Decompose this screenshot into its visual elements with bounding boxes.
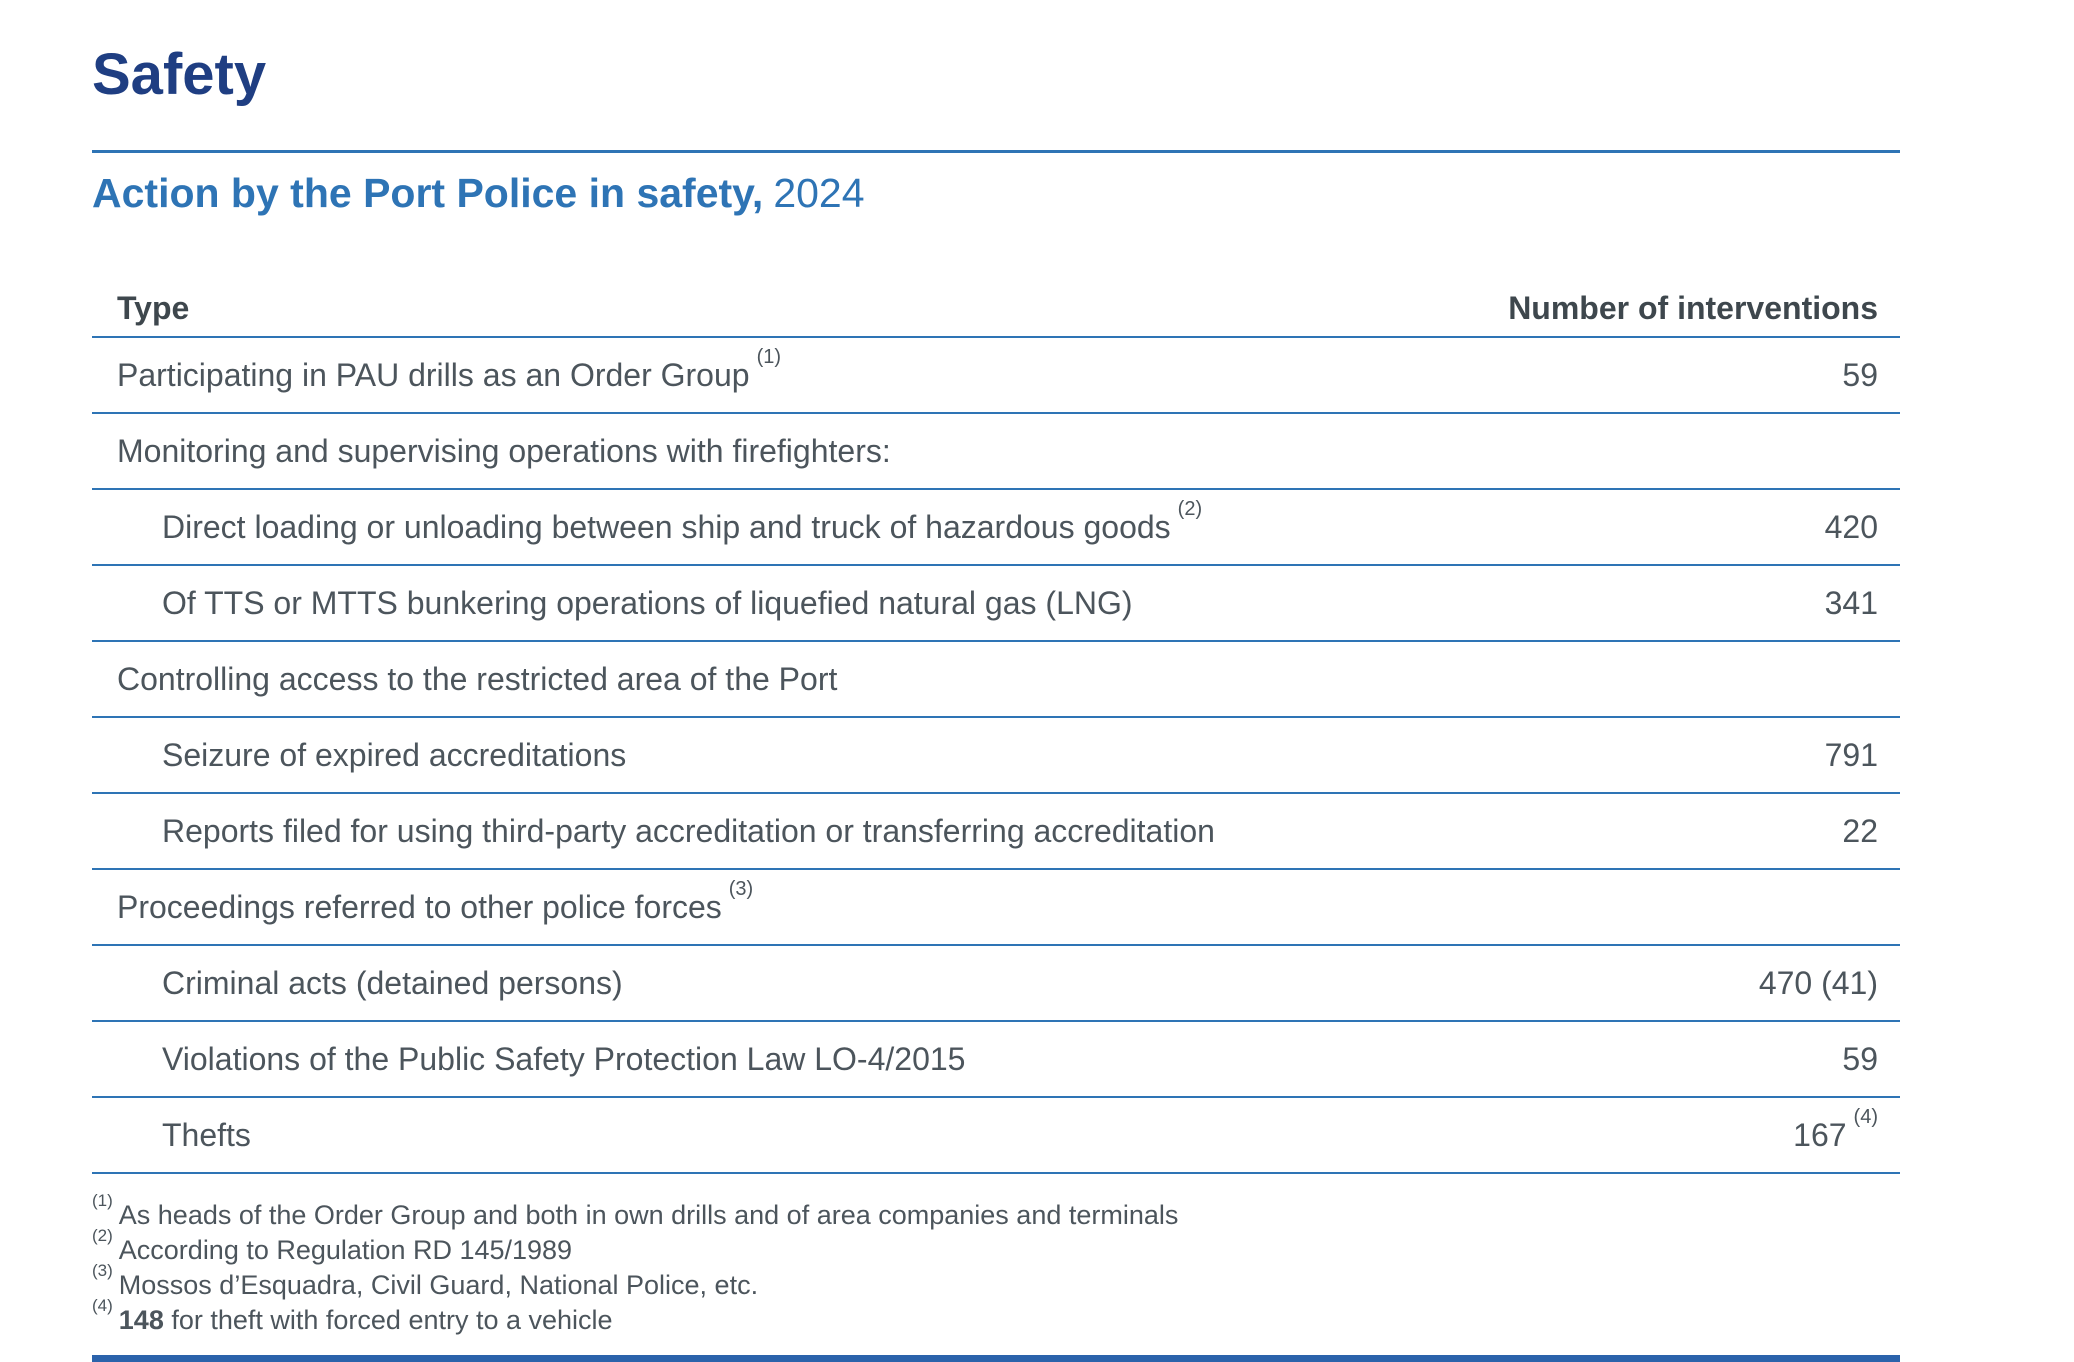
footnote-ref-icon: (4) (1853, 1105, 1878, 1128)
footnote-text: for theft with forced entry to a vehicle (171, 1305, 613, 1335)
table-row (92, 1022, 1900, 1098)
row-label: Thefts (162, 1116, 251, 1153)
footnote-text: As heads of the Order Group and both in own drills and of area companies and terminals (118, 1200, 1179, 1230)
section-subtitle (92, 170, 865, 217)
column-header-interventions: Number of interventions (1508, 290, 1878, 326)
table-row (92, 870, 1900, 946)
row-value: 167 $^{(4)}$ (1793, 1105, 1878, 1153)
table-row (92, 566, 1900, 642)
row-label: Participating in PAU drills as an Order Group $^{(1)}$ (117, 345, 782, 393)
table-row (92, 1098, 1900, 1174)
footnote-ref-icon: (1) (756, 345, 782, 368)
footnote (92, 1261, 1178, 1303)
row-label: Controlling access to the restricted area of the Port (117, 660, 838, 697)
row-value: 420 (1824, 508, 1878, 545)
footnote (92, 1226, 1178, 1268)
row-value: 470 (41) (1758, 964, 1878, 1001)
subtitle-year: 2024 (773, 170, 865, 216)
footnote-marker: (2) (92, 1226, 113, 1245)
page-title: Safety (92, 42, 267, 107)
row-label: Violations of the Public Safety Protection Law LO-4/2015 (162, 1040, 966, 1077)
row-value: 59 (1842, 1040, 1878, 1077)
table-row (92, 718, 1900, 794)
row-value: 59 (1842, 356, 1878, 393)
row-value: 341 (1824, 584, 1878, 621)
table-header-row (92, 278, 1900, 338)
title-rule (92, 150, 1900, 153)
footnote-text: According to Regulation RD 145/1989 (118, 1235, 573, 1265)
footnote (92, 1191, 1179, 1233)
footnote-marker: (3) (92, 1261, 113, 1280)
table-row (92, 338, 1900, 414)
footnote (92, 1296, 1178, 1338)
column-header-type: Type (117, 290, 190, 326)
row-value: 791 (1824, 736, 1878, 773)
row-label: Of TTS or MTTS bunkering operations of liquefied natural gas (LNG) (162, 584, 1133, 621)
footnote-ref-icon: (3) (728, 877, 754, 900)
table-row (92, 794, 1900, 870)
row-label: Criminal acts (detained persons) (162, 964, 623, 1001)
row-label: Reports filed for using third-party accreditation or transferring accreditation (162, 812, 1215, 849)
row-label: Monitoring and supervising operations with firefighters: (117, 432, 891, 469)
footnote-marker: (1) (92, 1191, 113, 1210)
table-row (92, 490, 1900, 566)
table-row (92, 642, 1900, 718)
row-label: Direct loading or unloading between ship and truck of hazardous goods $^{(2)}$ (162, 497, 1203, 545)
table-row (92, 946, 1900, 1022)
footnotes-section (92, 1191, 1179, 1338)
table-row (92, 414, 1900, 490)
footnote-ref-icon: (2) (1177, 497, 1203, 520)
row-value: 22 (1842, 812, 1878, 849)
row-label: Seizure of expired accreditations (162, 736, 627, 773)
bottom-rule (92, 1355, 1900, 1362)
footnote-marker: (4) (92, 1296, 113, 1315)
row-label: Proceedings referred to other police forces $^{(3)}$ (117, 877, 754, 925)
subtitle-text: Action by the Port Police in safety, (92, 170, 764, 216)
footnote-bold: 148 (118, 1305, 172, 1335)
data-table (92, 278, 1900, 1174)
footnote-text: Mossos d’Esquadra, Civil Guard, National Police, etc. (118, 1270, 759, 1300)
